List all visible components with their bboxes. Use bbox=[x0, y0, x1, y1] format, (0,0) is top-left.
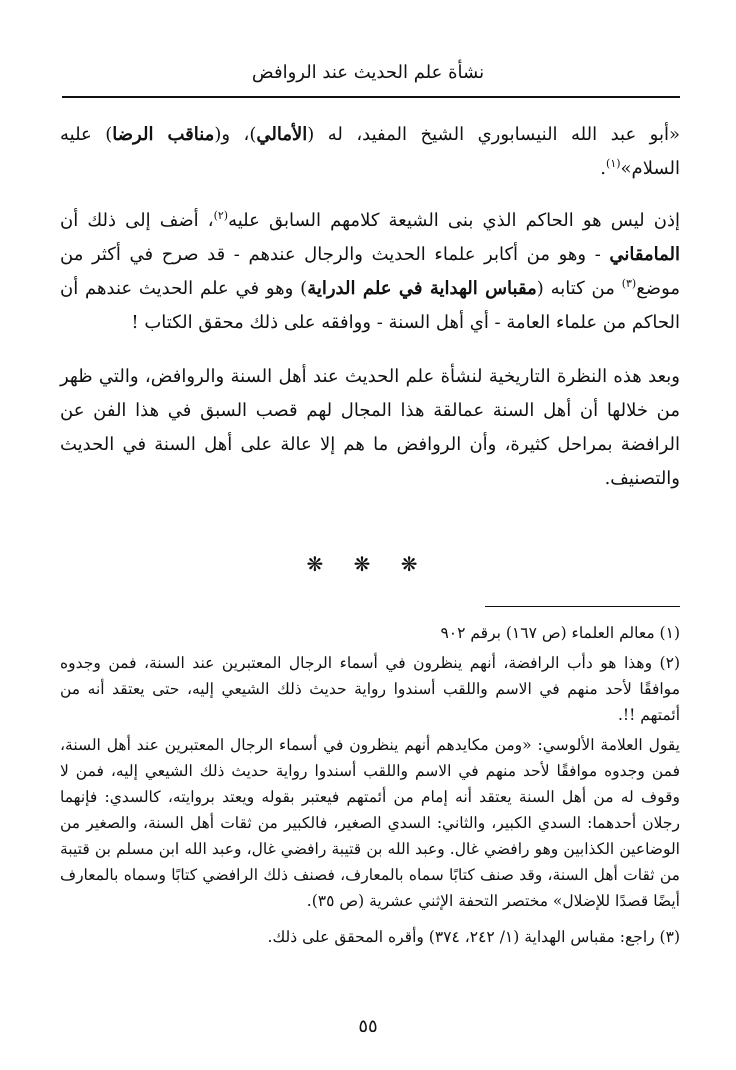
p2-name-mamaqani: المامقاني bbox=[609, 244, 680, 265]
footnote-2-quote: يقول العلامة الألوسي: «ومن مكايدهم أنهم ينظرون في أسماء الرجال المعتبرين عند أهل السنة، فمن وجدوه موافقًا لأحد منهم في الاسم واللقب أسندوا رواية حديث ذلك الشيعي إليه، فمن لا وقوف له من أهل السنة يعتقد أنه إمام من أئمتهم فيعتبر بقوله ويعتد بروايته، كالسدي: فإنهما رجلان أحدهما: السدي الكبير، والثاني: السدي الصغير، فالكبير من ثقات أهل السنة، والصغير من الوضاعين الكذابين وهو رافضي غال. وعبد الله بن قتيبة رافضي غال، وعبد الله ابن مسلم بن قتيبة من ثقات أهل السنة، وقد صنف كتابًا سماه بالمعارف، فصنف ذلك الرافضي كتابًا وسماه بالمعارف أيضًا قصدًا للإضلال» مختصر التحفة الإثني عشرية (ص ٣٥). bbox=[60, 736, 680, 910]
p2-text-e: ) وهو في علم الحديث عندهم أن الحاكم من علماء العامة - أي أهل السنة - ووافقه على ذلك محقق الكتاب ! bbox=[60, 278, 680, 333]
footnote-ref-2: (٢) bbox=[213, 209, 229, 222]
paragraph-3: وبعد هذه النظرة التاريخية لنشأة علم الحديث عند أهل السنة والروافض، والتي ظهر من خلالها أن أهل السنة عمالقة هذا المجال لهم قصب السبق في هذا الفن عن الرافضة بمراحل كثيرة، وأن الروافض ما هم إلا عالة على أهل السنة في الحديث والتصنيف. bbox=[60, 366, 680, 489]
p1-text-e: . bbox=[600, 158, 607, 179]
section-divider: ❋ ❋ ❋ bbox=[306, 552, 430, 576]
p2-text-b: ، أضف إلى ذلك أن bbox=[60, 210, 214, 231]
p2-text-d: من كتابه ( bbox=[536, 278, 622, 299]
header-rule bbox=[62, 96, 680, 98]
p1-text-c: )، و( bbox=[214, 124, 257, 145]
footnote-1: (١) معالم العلماء (ص ١٦٧) برقم ٩٠٢ bbox=[440, 624, 680, 642]
footnote-3: (٣) راجع: مقباس الهداية (١/ ٢٤٢، ٣٧٤) وأقره المحقق على ذلك. bbox=[267, 928, 680, 946]
page-number: ٥٥ bbox=[358, 1016, 378, 1037]
footnote-2: (٢) وهذا هو دأب الرافضة، أنهم ينظرون في أسماء الرجال المعتبرين عند السنة، فمن وجدوه موافقًا لأحد منهم في الاسم واللقب أسندوا رواية حديث ذلك الشيعي إليه، حتى يعتقد أنه من أئمتهم !!. bbox=[60, 654, 680, 724]
footnote-ref-3: (٣) bbox=[621, 277, 637, 290]
running-header: نشأة علم الحديث عند الروافض bbox=[251, 62, 485, 83]
footnotes bbox=[60, 620, 680, 950]
paragraph-1 bbox=[60, 118, 680, 186]
p1-text-a: «أبو عبد الله النيسابوري الشيخ المفيد، له ( bbox=[307, 124, 680, 145]
paragraph-2 bbox=[60, 204, 680, 340]
main-text bbox=[60, 118, 680, 496]
p2-text-a: إذن ليس هو الحاكم الذي بنى الشيعة كلامهم السابق عليه bbox=[228, 210, 680, 231]
p1-book-title-amali: الأمالي bbox=[256, 124, 308, 145]
p1-text-d: ) عليه السلام» bbox=[60, 124, 680, 179]
footnote-rule bbox=[485, 606, 680, 607]
p1-book-title-manaqib: مناقب الرضا bbox=[112, 124, 215, 145]
p2-book-title-miqbas: مقباس الهداية في علم الدراية bbox=[307, 278, 537, 299]
p2-text-c: - وهو من أكابر علماء الحديث والرجال عندهم - قد صرح في أكثر من موضع bbox=[60, 244, 681, 299]
footnote-ref-1: (١) bbox=[606, 157, 621, 170]
